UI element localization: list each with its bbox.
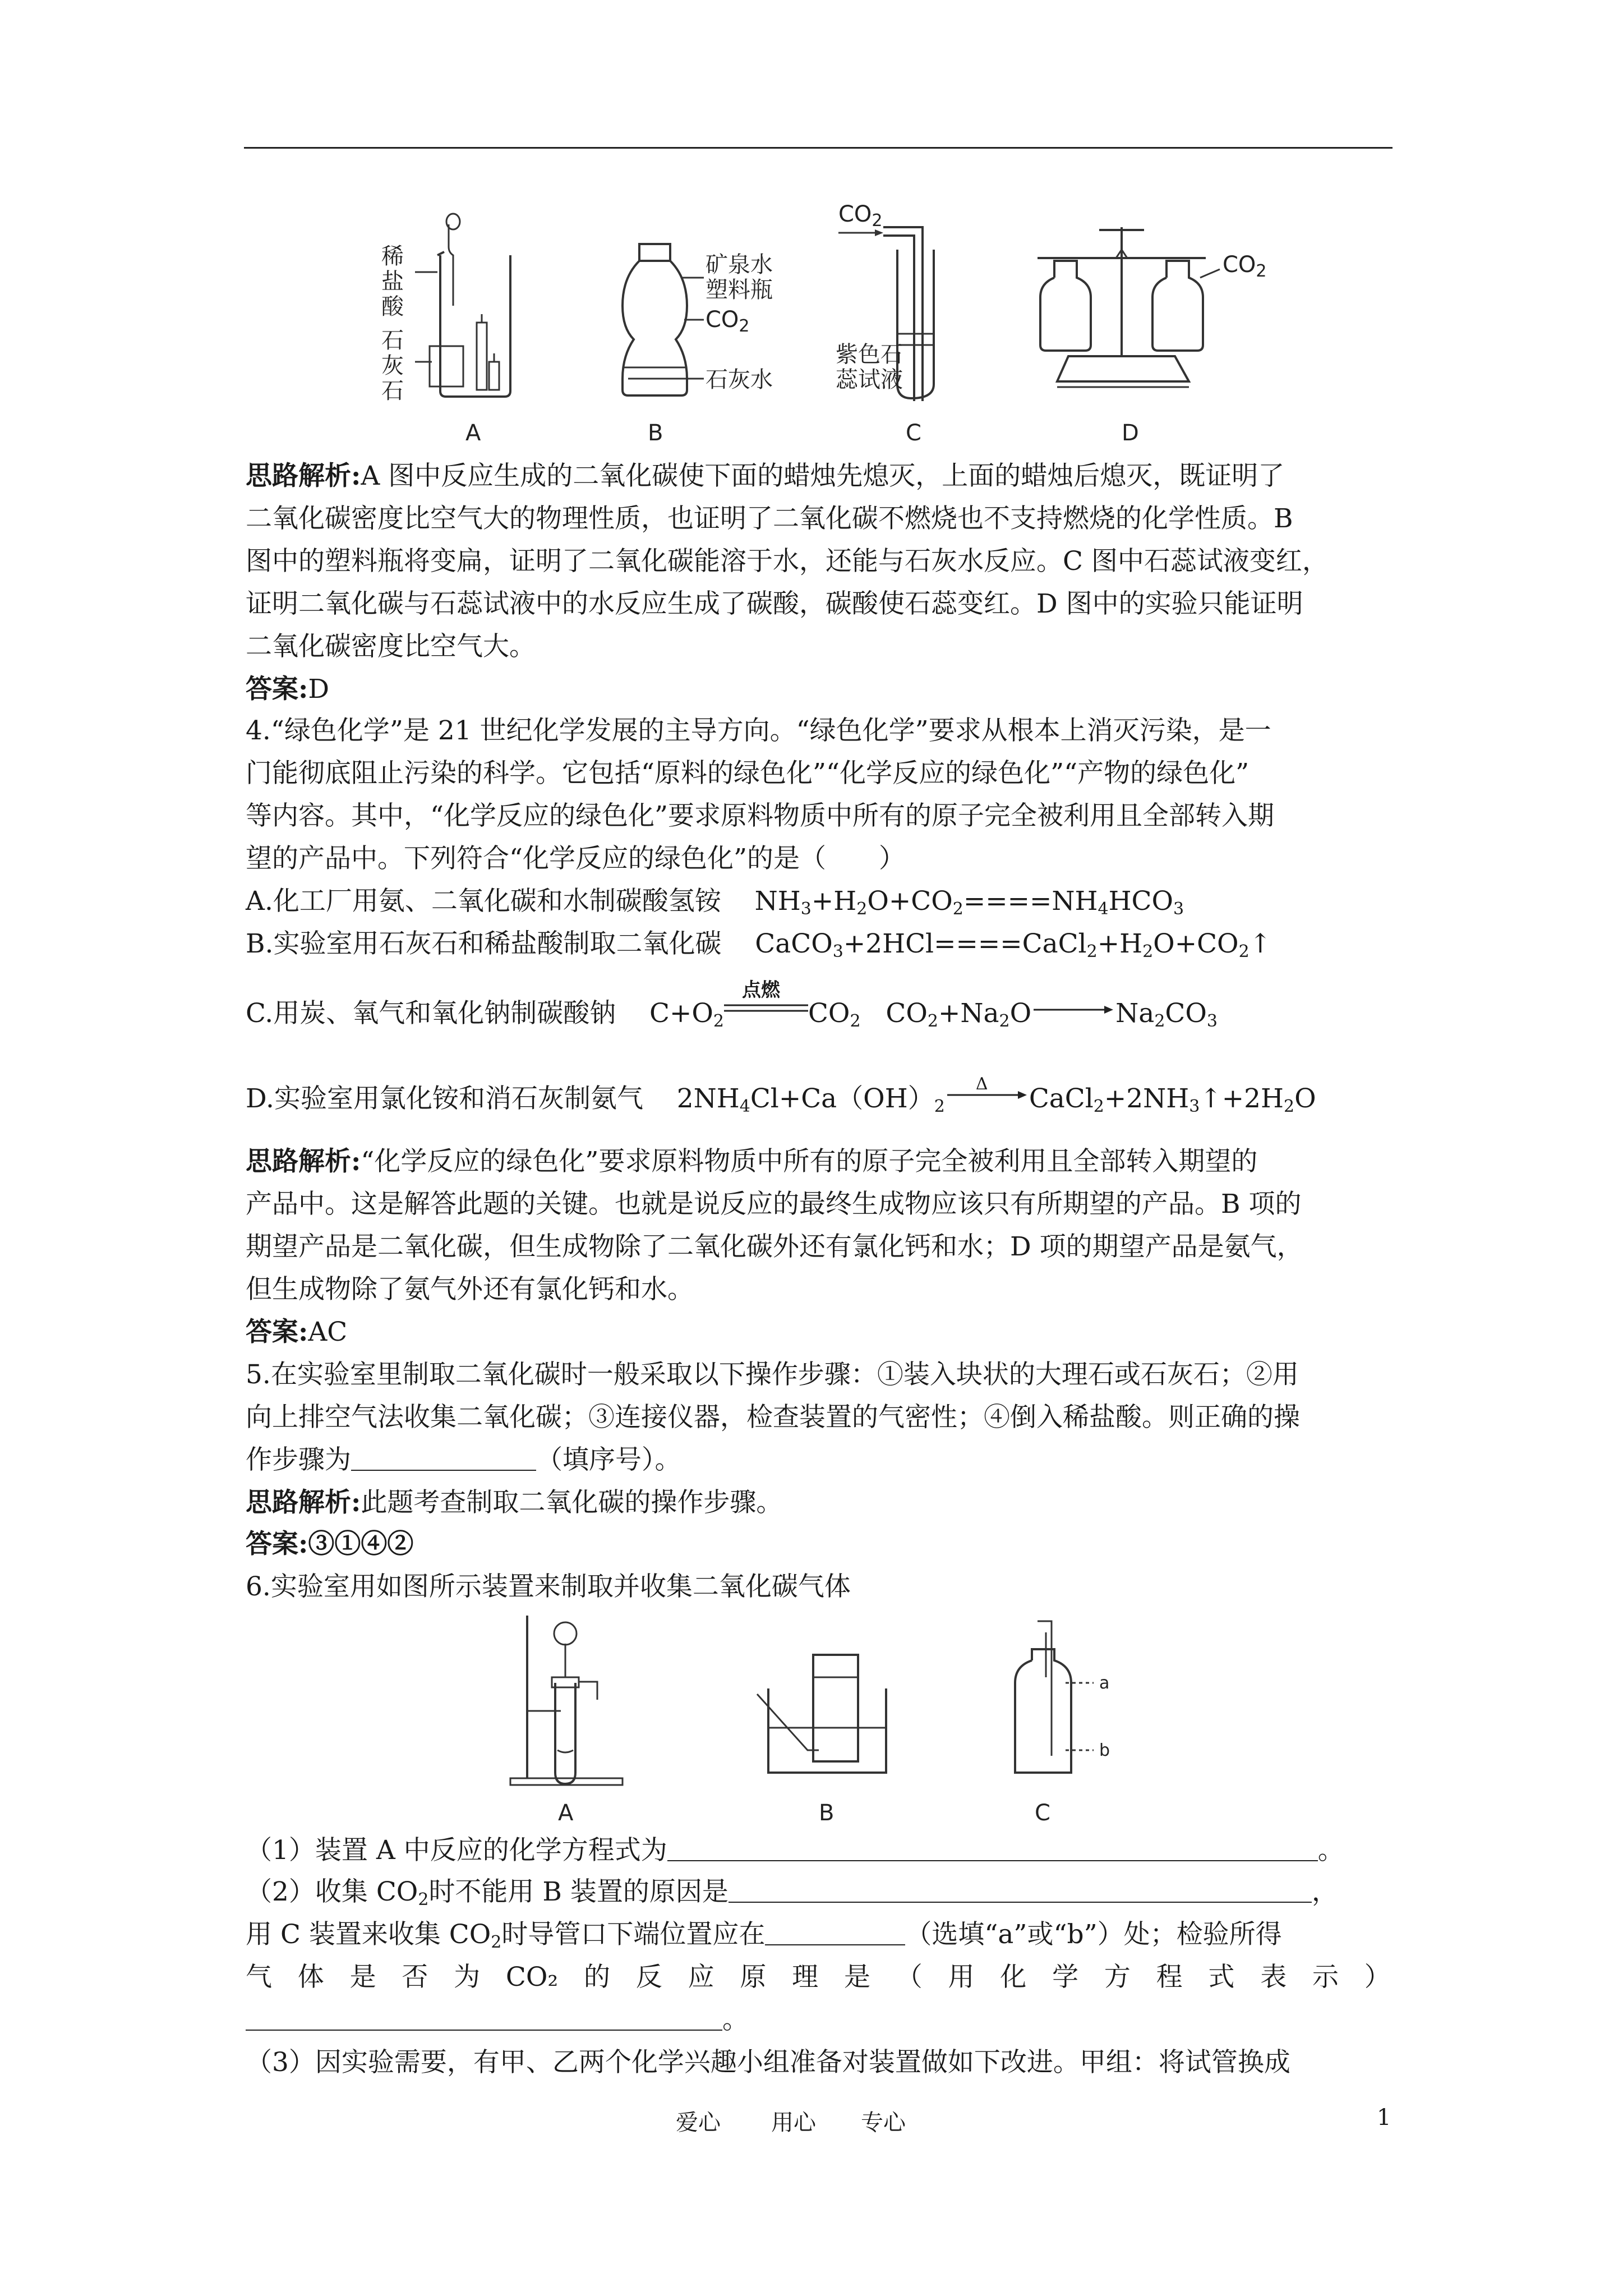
q6-part-2-text-b: 时不能用 B 装置的原因是 bbox=[428, 1876, 728, 1907]
figure-a-solid-label-3: 石 bbox=[381, 378, 404, 404]
q6-part-2-text-d: 时导管口下端位置应在 bbox=[501, 1919, 766, 1950]
q6-char: （ bbox=[896, 1962, 923, 1993]
q6-char: 理 bbox=[792, 1962, 819, 1993]
figure-b-bottle-label-2: 塑料瓶 bbox=[706, 277, 773, 303]
q3-analysis-text-1: A 图中反应生成的二氧化碳使下面的蜡烛先熄灭，上面的蜡烛后熄灭，既证明了 bbox=[361, 461, 1285, 491]
svg-text:CO2 bbox=[1223, 252, 1267, 281]
figure-d-gas-label: CO bbox=[1223, 252, 1256, 278]
header-rule bbox=[244, 147, 1393, 149]
q6-char: 为 bbox=[454, 1962, 481, 1993]
figure-b-gas-label: CO bbox=[706, 307, 739, 333]
q6-char: 反 bbox=[635, 1962, 662, 1993]
figure6-c-port-a: a bbox=[1099, 1673, 1110, 1693]
q6-char: 应 bbox=[688, 1962, 714, 1993]
q6-part-2-end: ， bbox=[1311, 1876, 1338, 1907]
q6-part-1-end: 。 bbox=[1317, 1835, 1344, 1866]
q6-char: 否 bbox=[402, 1962, 428, 1993]
figure6-c-apparatus bbox=[1015, 1621, 1110, 1826]
q3-analysis-line-3: 图中的塑料瓶将变扁，证明了二氧化碳能溶于水，还能与石灰水反应。C 图中石蕊试液变红， bbox=[246, 546, 1329, 577]
q6-part-2-reason-blank[interactable] bbox=[728, 1879, 1312, 1903]
q6-part-1-blank[interactable] bbox=[667, 1838, 1318, 1861]
q6-char: 程 bbox=[1156, 1962, 1183, 1993]
q4-option-c-condition: 点燃 bbox=[741, 979, 780, 1001]
q6-char: 的 bbox=[584, 1962, 611, 1993]
q3-answer-label: 答案: bbox=[246, 674, 308, 705]
co2-experiments-figure bbox=[359, 194, 1290, 457]
q6-part-2-position-blank[interactable] bbox=[765, 1922, 905, 1945]
figure6-b-apparatus bbox=[757, 1655, 886, 1826]
figure-b-bottle bbox=[623, 244, 773, 446]
q6-part-2-line-2: 用 C 装置来收集 $CO_2$时导管口下端位置应在 （选填“a”或“b”）处；检验所得 bbox=[246, 1919, 1282, 1952]
figure-a-solid-label-1: 石 bbox=[381, 328, 404, 353]
q6-char: CO₂ bbox=[505, 1962, 559, 1993]
q4-option-d-text: D.实验室用氯化铵和消石灰制氨气 bbox=[246, 1083, 643, 1114]
q5-stem-text-3: 作步骤为 bbox=[246, 1444, 351, 1475]
q4-stem-line-3: 等内容。其中，“化学反应的绿色化”要求原料物质中所有的原子完全被利用且全部转入期 bbox=[246, 800, 1275, 831]
svg-text:CO2 bbox=[706, 307, 750, 336]
q4-option-d: D.实验室用氯化铵和消石灰制氨气 $2NH_4Cl+Ca(OH)_2$ Δ $CaCl_2+2NH_3↑+2H_2O$ bbox=[246, 1082, 1316, 1116]
gas-apparatus-figure bbox=[494, 1610, 1200, 1834]
q4-analysis-text-1: “化学反应的绿色化”要求原料物质中所有的原子完全被利用且全部转入期望的 bbox=[361, 1146, 1258, 1177]
q5-answer-value: ③①④② bbox=[308, 1529, 414, 1559]
q6-char: 表 bbox=[1260, 1962, 1287, 1993]
figure6-c-caption: C bbox=[1035, 1800, 1050, 1826]
q5-analysis bbox=[246, 1485, 782, 1520]
q6-stem: 6.实验室用如图所示装置来制取并收集二氧化碳气体 bbox=[246, 1571, 851, 1602]
footer-motto-1: 爱心 bbox=[676, 2110, 721, 2136]
q4-answer bbox=[246, 1315, 347, 1350]
figure-c-gas-sub: 2 bbox=[872, 211, 883, 231]
figure-a-liquid-label-1: 稀 bbox=[381, 243, 404, 269]
q6-part-2-end2: 。 bbox=[722, 2004, 749, 2035]
q4-option-d-arrow bbox=[945, 1074, 1029, 1107]
q3-answer-value: D bbox=[308, 674, 330, 705]
q4-option-b-text: B.实验室用石灰石和稀盐酸制取二氧化碳 bbox=[246, 928, 722, 959]
figure6-a-apparatus bbox=[510, 1616, 623, 1826]
figure-a-liquid-label-3: 酸 bbox=[381, 294, 404, 320]
q4-option-c: C.用炭、氧气和氧化钠制碳酸钠 $C+O_2$ 点燃 $CO_2$ $CO_2+Na_2O$ $Na_2CO_3$ bbox=[246, 996, 1218, 1031]
q4-stem-line-4: 望的产品中。下列符合“化学反应的绿色化”的是（ ） bbox=[246, 843, 906, 874]
q3-answer bbox=[246, 672, 329, 707]
q4-option-b: B.实验室用石灰石和稀盐酸制取二氧化碳 $CaCO_3+2HCl====CaCl_2+H_2O+CO_2↑$ bbox=[246, 928, 1272, 961]
figure6-b-caption: B bbox=[819, 1800, 834, 1826]
q6-char: 气 bbox=[246, 1962, 272, 1993]
figure-a-solid-label-2: 灰 bbox=[381, 353, 404, 379]
q4-option-a: A.化工厂用氨、二氧化碳和水制碳酸氢铵 $NH_3+H_2O+CO_2====NH_4HCO_3$ bbox=[246, 886, 1184, 919]
footer-motto-3: 专心 bbox=[861, 2110, 906, 2136]
figure-b-caption: B bbox=[648, 420, 663, 446]
q6-part-2-text-e: （选填“a”或“b”）处；检验所得 bbox=[905, 1919, 1282, 1950]
q4-option-c-equals bbox=[724, 979, 808, 1022]
q4-option-a-text: A.化工厂用氨、二氧化碳和水制碳酸氢铵 bbox=[246, 886, 721, 917]
q3-analysis-line-4: 证明二氧化碳与石蕊试液中的水反应生成了碳酸，碳酸使石蕊变红。D 图中的实验只能证明 bbox=[246, 588, 1303, 619]
q6-char: 体 bbox=[297, 1962, 324, 1993]
q6-part-1 bbox=[246, 1833, 1344, 1868]
figure-d-balance bbox=[1038, 227, 1267, 446]
q3-analysis-line-1 bbox=[246, 459, 1284, 494]
page-number: 1 bbox=[1377, 2105, 1391, 2131]
q5-stem-line-1: 5.在实验室里制取二氧化碳时一般采取以下操作步骤：①装入块状的大理石或石灰石；②用 bbox=[246, 1359, 1299, 1390]
svg-text:CO2 bbox=[838, 201, 883, 231]
q6-part-1-text: （1）装置 A 中反应的化学方程式为 bbox=[246, 1835, 667, 1866]
q4-option-d-condition: Δ bbox=[975, 1074, 988, 1094]
q5-analysis-label: 思路解析: bbox=[246, 1487, 361, 1518]
q4-answer-value: AC bbox=[308, 1317, 348, 1347]
figure-d-gas-sub: 2 bbox=[1256, 261, 1267, 281]
q6-char: 化 bbox=[1000, 1962, 1027, 1993]
q6-char: 是 bbox=[843, 1962, 870, 1993]
q3-analysis-line-2: 二氧化碳密度比空气大的物理性质，也证明了二氧化碳不燃烧也不支持燃烧的化学性质。B bbox=[246, 503, 1293, 534]
figure-c-liquid-label-1: 紫色石 bbox=[836, 342, 903, 367]
q6-char: 方 bbox=[1104, 1962, 1131, 1993]
q5-stem-tail: （填序号）。 bbox=[536, 1444, 681, 1475]
figure-c-caption: C bbox=[906, 420, 921, 446]
q4-analysis-line-4: 但生成物除了氨气外还有氯化钙和水。 bbox=[246, 1274, 694, 1305]
q6-part-2-text-c: 用 C 装置来收集 CO bbox=[246, 1919, 491, 1950]
figure6-a-caption: A bbox=[558, 1800, 574, 1826]
q6-part-2-line-4 bbox=[246, 2003, 749, 2037]
figure-c-gas-label: CO bbox=[838, 201, 872, 227]
figure-b-gas-sub: 2 bbox=[739, 316, 750, 336]
figure-c-test-tube bbox=[836, 201, 934, 446]
q4-option-c-text: C.用炭、氧气和氧化钠制碳酸钠 bbox=[246, 998, 616, 1029]
q5-stem-line-3 bbox=[246, 1443, 681, 1478]
q5-answer-blank[interactable] bbox=[351, 1447, 536, 1471]
q6-part-2-equation-blank[interactable] bbox=[246, 2007, 722, 2031]
q6-char: 原 bbox=[740, 1962, 767, 1993]
q6-part-2-line-3 bbox=[246, 1960, 1391, 1995]
q4-option-c-arrow bbox=[1031, 1000, 1115, 1022]
q6-char: 学 bbox=[1052, 1962, 1079, 1993]
q4-analysis-line-3: 期望产品是二氧化碳，但生成物除了二氧化碳外还有氯化钙和水；D 项的期望产品是氨气， bbox=[246, 1231, 1303, 1262]
footer-motto-2: 用心 bbox=[771, 2110, 816, 2136]
q4-analysis-label: 思路解析: bbox=[246, 1146, 361, 1177]
q4-answer-label: 答案: bbox=[246, 1317, 308, 1347]
q5-stem-line-2: 向上排空气法收集二氧化碳；③连接仪器，检查装置的气密性；④倒入稀盐酸。则正确的操 bbox=[246, 1402, 1300, 1433]
q5-answer bbox=[246, 1527, 413, 1562]
figure-b-liquid-label: 石灰水 bbox=[706, 367, 773, 393]
figure-a-caption: A bbox=[465, 420, 481, 446]
q6-char: 式 bbox=[1208, 1962, 1235, 1993]
figure-a-beaker bbox=[381, 214, 510, 446]
q6-char: 用 bbox=[948, 1962, 975, 1993]
figure-b-bottle-label-1: 矿泉水 bbox=[706, 252, 773, 278]
q6-part-3: （3）因实验需要，有甲、乙两个化学兴趣小组准备对装置做如下改进。甲组：将试管换成 bbox=[246, 2047, 1290, 2078]
q4-analysis-line-2: 产品中。这是解答此题的关键。也就是说反应的最终生成物应该只有所期望的产品。B 项的 bbox=[246, 1189, 1302, 1220]
q4-stem-line-1: 4.“绿色化学”是 21 世纪化学发展的主导方向。“绿色化学”要求从根本上消灭污染，是一 bbox=[246, 715, 1271, 746]
figure-a-liquid-label-2: 盐 bbox=[381, 269, 404, 295]
q5-answer-label: 答案: bbox=[246, 1529, 308, 1559]
q6-char: 示 bbox=[1312, 1962, 1339, 1993]
q4-stem-line-2: 门能彻底阻止污染的科学。它包括“原料的绿色化”“化学反应的绿色化”“产物的绿色化” bbox=[246, 758, 1249, 789]
q3-analysis-label: 思路解析: bbox=[246, 461, 361, 491]
figure-c-liquid-label-2: 蕊试液 bbox=[836, 367, 903, 393]
q4-analysis-line-1 bbox=[246, 1144, 1257, 1179]
q6-char: 是 bbox=[349, 1962, 376, 1993]
figure6-c-port-b: b bbox=[1099, 1741, 1110, 1760]
q3-analysis-line-5: 二氧化碳密度比空气大。 bbox=[246, 631, 536, 662]
q6-part-2-text-a: （2）收集 CO bbox=[246, 1876, 418, 1907]
q6-part-2-line-1: （2）收集 $CO_2$时不能用 B 装置的原因是 ， bbox=[246, 1876, 1338, 1910]
q5-analysis-text: 此题考查制取二氧化碳的操作步骤。 bbox=[361, 1487, 783, 1518]
q6-char: ） bbox=[1364, 1962, 1391, 1993]
figure-d-caption: D bbox=[1122, 420, 1139, 446]
